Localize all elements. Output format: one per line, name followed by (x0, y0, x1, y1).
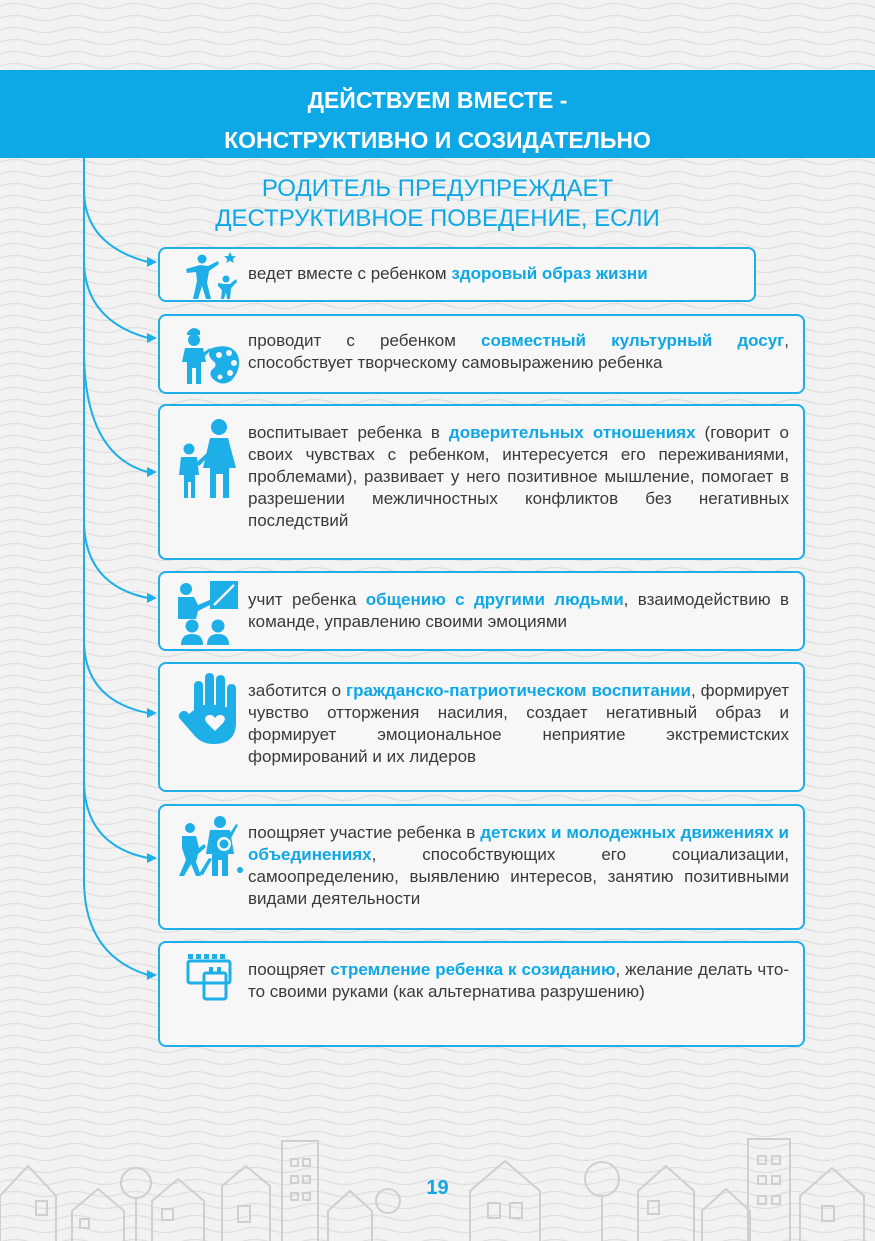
parent-and-child-icon (174, 416, 244, 498)
item-text: заботится о гражданско-патриотическом воспитании, формирует чувство отторжения насилия, создает негативный образ и формирует эмоциональное неприятие экстремистских формирований и их лидеров (248, 681, 789, 766)
building-blocks-icon (174, 951, 244, 1007)
item-text: поощряет участие ребенка в детских и молодежных движениях и объединениях, способствующих его социализации, самоопределению, выявлению интересов, занятию позитивными видами деятельности (248, 823, 789, 908)
list-item (158, 804, 805, 930)
list-item (158, 941, 805, 1047)
list-item (158, 404, 805, 560)
hand-heart-icon (174, 672, 244, 746)
page-number: 19 (426, 1177, 449, 1199)
youth-activity-icon (174, 814, 244, 878)
painter-palette-icon (174, 322, 244, 388)
list-item (158, 662, 805, 792)
item-text: воспитывает ребенка в доверительных отношениях (говорит о своих чувствах с ребенком, интересуется его переживаниями, проблемами), развивает у него позитивное мышление, помогает в разрешении межличностных конфликтов без негативных последствий (248, 423, 789, 530)
item-text: учит ребенка общению с другими людьми, взаимодействию в команде, управлению своими эмоциями (248, 590, 789, 631)
item-text: поощряет стремление ребенка к созиданию, желание делать что-то своими руками (как альтернатива разрушению) (248, 960, 789, 1001)
item-text: проводит с ребенком совместный культурный досуг, способствует творческому самовыражению ребенка (248, 331, 789, 372)
page-title-line-2: КОНСТРУКТИВНО И СОЗИДАТЕЛЬНО (224, 127, 651, 153)
item-text: ведет вместе с ребенком здоровый образ жизни (248, 264, 648, 283)
list-item (158, 247, 756, 302)
section-subtitle (150, 174, 725, 234)
subtitle-line-2: ДЕСТРУКТИВНОЕ ПОВЕДЕНИЕ, ЕСЛИ (215, 205, 660, 232)
subtitle-line-1: РОДИТЕЛЬ ПРЕДУПРЕЖДАЕТ (261, 175, 614, 202)
teacher-presentation-icon (174, 579, 244, 647)
list-item (158, 571, 805, 651)
parent-child-playing-icon (174, 249, 244, 301)
header-banner (0, 70, 875, 158)
list-item (158, 314, 805, 394)
page-title-line-1: ДЕЙСТВУЕМ ВМЕСТЕ - (307, 87, 568, 113)
